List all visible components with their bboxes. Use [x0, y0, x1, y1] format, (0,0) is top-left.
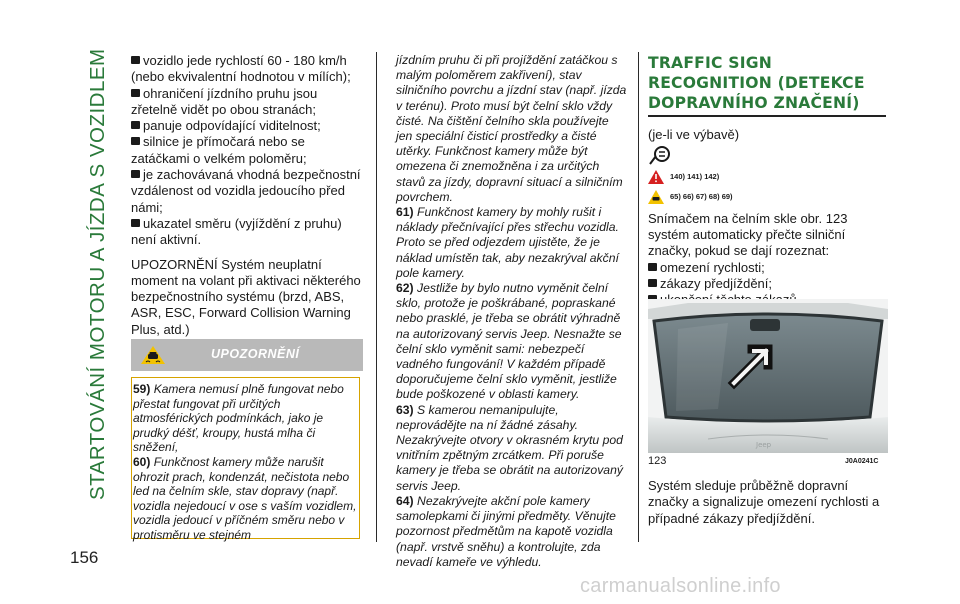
chapter-side-title — [78, 40, 118, 500]
checkbox-bullet-icon — [131, 170, 140, 178]
list-item: ukazatel směru (vyjíždění z pruhu) není aktivní. — [131, 215, 342, 248]
danger-reference-row: 140) 141) 142) — [648, 169, 890, 185]
checkbox-bullet-icon — [648, 279, 657, 287]
system-description: Snímačem na čelním skle obr. 123 systém automaticky přečte silniční značky, pokud se dají rozeznat: — [648, 210, 848, 259]
list-item: ohraničení jízdního pruhu jsou zřetelně vidět po obou stranách; — [131, 85, 318, 117]
figure-number: 123 — [648, 455, 667, 467]
car-skid-caution-icon — [648, 190, 664, 204]
column-divider — [638, 52, 639, 542]
car-skid-warning-icon — [141, 346, 165, 364]
warning-note: 60) Funkčnost kamery může narušit ohrozit prach, kondenzát, nečistota nebo led na čelním skle, stav dopravy (např. vozidla nejedoucí v ose s vaším vozidlem, vozidla jedoucí v příčném směru nebo v protisměru ve stejném — [133, 454, 357, 542]
warning-box — [131, 377, 360, 542]
section-heading: TRAFFIC SIGN RECOGNITION (DETEKCE DOPRAVNÍHO ZNAČENÍ) — [648, 53, 890, 117]
warning-header — [131, 339, 363, 371]
page-number: 156 — [70, 548, 99, 567]
column-3 — [648, 53, 890, 309]
warning-continuation: jízdním pruhu či při projíždění zatáčkou s malým poloměrem zakřivení), stav silničního povrchu a jízdní stav (např. jízda v terénu). Proto musí být čelní sklo vždy čisté. Na čištění čelního skla používejte jen speciální čisticí prostředky a čisté utěrky. Funkčnost kamery může být omezena či znemožněna i za určitých stavů za jízdy, dopravní situací a silničním povrchem. — [396, 53, 627, 204]
warning-note: 59) Kamera nemusí plně fungovat nebo přestat fungovat při určitých atmosférických podmínkách, jako je prudký déšť, kroupy, hustá mlha či sněžení, — [133, 382, 344, 455]
windshield-camera-figure — [648, 299, 888, 453]
note-paragraph: UPOZORNĚNÍ Systém neuplatní moment na volant při aktivaci některého bezpečnostního systému (brzd, ABS, ASR, ESC, Forward Collision Warning Plus, atd.) — [131, 256, 361, 337]
warning-note: 64) Nezakrývejte akční pole kamery samolepkami či jinými předměty. Věnujte pozornost předmětům na kapotě vozidla (např. vrstvě sněhu) a kontrolujte, zda nevadí kameře ve výhledu. — [396, 493, 616, 569]
column-1 — [131, 53, 366, 338]
checkbox-bullet-icon — [648, 263, 657, 271]
list-item: silnice je přímočará nebo se zatáčkami o velkém poloměru; — [131, 134, 307, 166]
column-2 — [396, 53, 628, 570]
checkbox-bullet-icon — [131, 56, 140, 64]
checkbox-bullet-icon — [131, 219, 140, 227]
checkbox-bullet-icon — [131, 121, 140, 129]
watermark: carmanualsonline.info — [580, 575, 781, 597]
warning-note: 63) S kamerou nemanipulujte, neprovádějte na ní žádné zásahy. Nezakrývejte otvory v okrasném krytu pod vnitřním zpětným zrcátkem. Při poruše kamery je třeba se obrátit na autorizovaný servis Jeep. — [396, 402, 623, 493]
checkbox-bullet-icon — [131, 89, 140, 97]
list-item: vozidlo jede rychlostí 60 - 180 km/h (nebo ekvivalentní hodnotou v mílích); — [131, 53, 351, 85]
caution-reference-row: 65) 66) 67) 68) 69) — [648, 189, 890, 205]
warning-note: 61) Funkčnost kamery by mohly rušit i náklady přečnívající přes střechu vozidla. Proto se před odjezdem ujistěte, že je náklad umístěn tak, aby nezakrýval akční pole kamery. — [396, 205, 619, 280]
chapter-title-text: STARTOVÁNÍ MOTORU A JÍZDA S VOZIDLEM — [86, 48, 109, 500]
list-item: panuje odpovídající viditelnost; — [131, 118, 366, 134]
list-item: je zachovávaná vhodná bezpečnostní vzdálenost od vozidla jedoucího před námi; — [131, 167, 361, 215]
closing-paragraph: Systém sleduje průběžně dopravní značky a signalizuje omezení rychlosti a případné zákazy předjíždění. — [648, 478, 880, 526]
column-divider — [376, 52, 377, 542]
list-item: omezení rychlosti; — [648, 260, 890, 276]
traffic-sign-recognition-icon — [648, 146, 672, 166]
figure-code: J0A0241C — [845, 458, 879, 465]
svg-text:Jeep: Jeep — [756, 441, 772, 449]
availability-note: (je-li ve výbavě) — [648, 127, 740, 142]
checkbox-bullet-icon — [131, 137, 140, 145]
danger-triangle-icon — [648, 170, 664, 184]
warning-note: 62) Jestliže by bylo nutno vyměnit čelní sklo, protože je poškrábané, popraskané nebo prasklé, je třeba se obrátit výhradně na autorizovaný servis Jeep. Nesnažte se čelní sklo vyměnit sami: nebezpečí vadného fungování! V každém případě doporučujeme čelní sklo vyměnit, jestliže bude poškozené v oblasti kamery. — [396, 281, 622, 402]
list-item: zákazy předjíždění; — [648, 276, 890, 292]
warning-title: UPOZORNĚNÍ — [211, 347, 300, 361]
